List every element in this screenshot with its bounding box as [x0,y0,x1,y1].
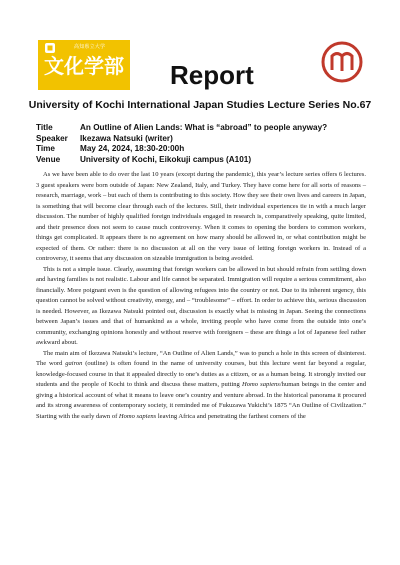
italic-term: Homo sapiens [118,412,157,420]
university-emblem-icon [320,40,364,84]
info-key: Venue [36,154,61,164]
body-paragraph: As we have been able to do over the last 10 years (except during the pandemic), this year’s lecture series offers 6 lectures. 3 guest speakers were born outside of Japan: New Zealand, Italy, and Turkey. They have come here for all sorts of reasons – research, marriage, work – but each of them is contributing to this society. How they see their own lives and careers in Japan, is something that will become clear through each of the lectures. Still, their individual experiences tie in with a much larger discussion. The number of highly qualified foreign individuals engaged in research is, comparatively speaking, quite limited, and their presence does not seem to cause much controversy. When it comes to opening the borders to common workers, things get complicated. It appears there is no agreement on how many should be allowed in, or what contribution might be expected of them. Or rather: there is no discussion at all on the very issue of letting foreign workers in. Instead of a controversy, it seems that any discussion on sizeable immigration is being avoided. [36,171,366,262]
info-value: May 24, 2024, 18:30-20:00h [80,144,185,153]
info-row-venue [36,155,327,166]
logo-faculty-name: 文化学部 [44,54,124,78]
info-value: Ikezawa Natsuki (writer) [80,133,173,143]
report-body [36,170,366,422]
body-paragraph: This is not a simple issue. Clearly, assuming that foreign workers can be allowed in but should refrain from settling down and having families is not realistic. Labour and life cannot be separated. Immigration will require a serious commitment, also financially. More poignant even is the question of allowing refugees into the country or not. Due to its inherent urgency, this question cannot be solved without creativity, energy, and – “troublesome” – effort. In order to achieve this, serious discussion is needed. However, as Ikezawa Natsuki pointed out, discussion is exactly what is missing in Japan. Seeing the connections between Japan’s issues and that of humankind as a whole, inviting people who have come from the outside into one’s community, exchanging opinions honestly and without reserve with foreigners – these are things a lot of Japanese feel rather awkward about. [36,265,366,346]
info-row-time [36,144,327,155]
italic-term: Homo sapiens [242,381,280,388]
info-value: An Outline of Alien Lands: What is “abroad” to people anyway? [80,123,328,132]
university-badge-icon [44,42,70,54]
faculty-logo [38,40,130,90]
info-key: Speaker [36,133,68,143]
info-key: Title [36,123,53,132]
lecture-info [36,123,327,165]
italic-term: gairon [65,360,83,367]
info-value: University of Kochi, Eikokuji campus (A101) [80,154,252,164]
body-paragraph [36,349,366,423]
text-run: /human beings in the center and giving a historical account of what it means to leave one’s country and venture abroad. In the historical panorama it procured and its strong awareness of contemporary society, it reminded me of Fukuzawa Yukichi’s 1875 “An Outline of Civilization.” Starting with the early dawn of [36,381,366,420]
lecture-series-title: University of Kochi International Japan Studies Lecture Series No.67 [28,99,372,111]
text-run: (outline) is often found in the name of university courses, but this lecture went far beyond a regular, knowledge-focused course in that it appealed directly to one’s duties as a citizen, or as a human being. It strongly invited our students and the people of Kochi to think and discuss these matters, putting [36,360,366,388]
info-row-speaker [36,134,327,145]
logo-university-name: 高知県立大学 [74,44,106,50]
info-key: Time [36,144,55,153]
text-run: The main aim of Ikezawa Natsuki’s lecture, “An Outline of Alien Lands,” was to punch a hole in this screen of disinterest. The word [36,349,366,367]
info-row-title [36,123,327,134]
report-title: Report [170,60,254,90]
text-run: leaving Africa and penetrating the farthest corners of the [156,412,306,420]
